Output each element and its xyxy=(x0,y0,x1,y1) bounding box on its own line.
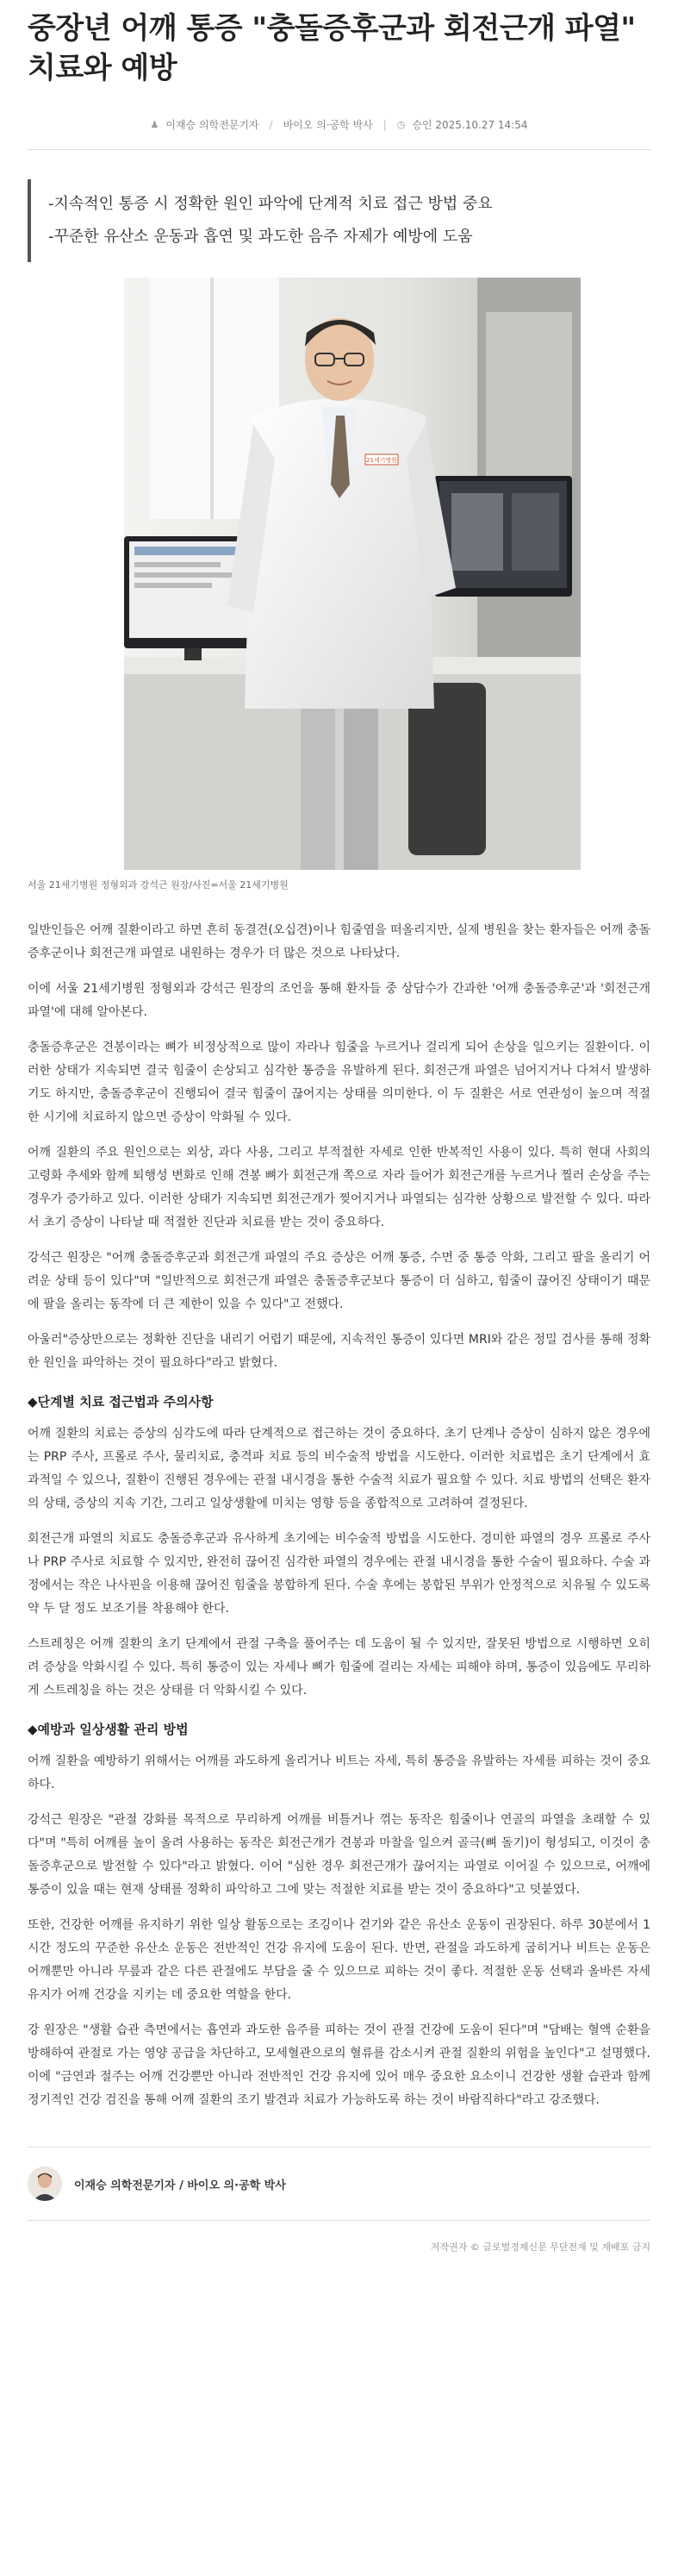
body-paragraph: 어깨 질환의 치료는 증상의 심각도에 따라 단계적으로 접근하는 것이 중요하다. 초기 단계나 증상이 심하지 않은 경우에는 PRP 주사, 프롤로 주사, 물리치료, 충격파 치료 등의 비수술적 방법을 시도한다. 이러한 치료법은 초기 단계에서 효과적일 수 있으나, 질환이 진행된 경우에는 관절 내시경을 통한 수술적 치료가 필요할 수 있다. 치료 방법의 선택은 환자의 상태, 증상의 지속 기간, 그리고 일상생활에 미치는 영향 등을 종합적으로 고려하여 결정된다. xyxy=(28,1427,650,1510)
summary-line: -지속적인 통증 시 정확한 원인 파악에 단계적 치료 접근 방법 중요 xyxy=(48,195,493,213)
byline-divider: | xyxy=(383,118,387,131)
byline-approved: 승인 2025.10.27 14:54 xyxy=(412,119,528,131)
body-paragraph: 또한, 건강한 어깨를 유지하기 위한 일상 활동으로는 조깅이나 걷기와 같은 유산소 운동이 권장된다. 하루 30분에서 1시간 정도의 꾸준한 유산소 운동은 전반적인 건강 유지에 도움이 된다. 반면, 관절을 과도하게 굽히거나 비트는 운동은 어깨뿐만 아니라 무릎과 같은 다른 관절에도 부담을 줄 수 있으므로 피하는 것이 좋다. 적절한 운동 선택과 올바른 자세 유지가 어깨 건강을 지키는 데 중요한 역할을 한다. xyxy=(28,1918,650,2002)
photo-badge: 21세기병원 xyxy=(366,457,397,464)
section-heading: ◆단계별 치료 접근법과 주의사항 xyxy=(28,1394,214,1410)
body-paragraph: 강석근 원장은 "어깨 충돌증후군과 회전근개 파열의 주요 증상은 어깨 통증, 수면 중 통증 악화, 그리고 팔을 올리기 어려운 상태 등이 있다"며 "일반적으로 회전근개 파열은 충돌증후군보다 통증이 더 심하고, 힘줄이 끊어진 상태이기 때문에 팔을 올리는 동작에 더 큰 제한이 있을 수 있다"고 전했다. xyxy=(28,1251,650,1311)
byline xyxy=(0,117,678,132)
article-body xyxy=(28,919,650,2112)
summary-line: -꾸준한 유산소 운동과 흡연 및 과도한 음주 자제가 예방에 도움 xyxy=(48,228,473,246)
author-avatar xyxy=(28,2166,62,2201)
person-icon: ♟ xyxy=(150,119,159,130)
body-paragraph: 어깨 질환의 주요 원인으로는 외상, 과다 사용, 그리고 부적절한 자세로 인한 반복적인 사용이 있다. 특히 현대 사회의 고령화 추세와 함께 퇴행성 변화로 인해 견봉 뼈가 회전근개 쪽으로 자라 들어가 회전근개를 누르거나 찔러 손상을 주는 경우가 증가하고 있다. 이러한 상태가 지속되면 회전근개가 찢어지거나 파열되는 심각한 상황으로 발전할 수 있다. 따라서 초기 증상이 나타날 때 적절한 진단과 치료를 받는 것이 중요하다. xyxy=(28,1146,650,1229)
body-paragraph: 어깨 질환을 예방하기 위해서는 어깨를 과도하게 올리거나 비트는 자세, 특히 통증을 유발하는 자세를 피하는 것이 중요하다. xyxy=(28,1754,650,1791)
body-paragraph: 회전근개 파열의 치료도 충돌증후군과 유사하게 초기에는 비수술적 방법을 시도한다. 경미한 파열의 경우 프롤로 주사나 PRP 주사로 치료할 수 있지만, 완전히 끊어진 심각한 파열의 경우에는 관절 내시경을 통한 수술이 필요하다. 수술 과정에서는 작은 나사핀을 이용해 끊어진 힘줄을 봉합하게 된다. 수술 후에는 봉합된 부위가 안정적으로 치유될 수 있도록 약 두 달 정도 보조기를 착용해야 한다. xyxy=(28,1532,650,1616)
article-photo-figure xyxy=(28,278,650,891)
body-paragraph: 충돌증후군은 견봉이라는 뼈가 비정상적으로 많이 자라나 힘줄을 누르거나 걸리게 되어 손상을 일으키는 질환이다. 이러한 상태가 지속되면 결국 힘줄이 손상되고 심각한 통증을 유발하게 된다. 회전근개 파열은 넘어지거나 다쳐서 발생하기도 하지만, 충돌증후군이 진행되어 결국 힘줄이 끊어지는 상태를 의미한다. 이 두 질환은 서로 연관성이 높으며 적절한 시기에 치료하지 않으면 증상이 악화될 수 있다. xyxy=(28,1041,650,1124)
copyright: 저작권자 © 글로벌경제신문 무단전재 및 재배포 금지 xyxy=(430,2241,650,2253)
section-heading: ◆예방과 일상생활 관리 방법 xyxy=(28,1722,189,1737)
byline-separator: / xyxy=(269,118,273,131)
body-paragraph: 아울러"증상만으로는 정확한 진단을 내리기 어렵기 때문에, 지속적인 통증이 있다면 MRI와 같은 정밀 검사를 통해 정확한 원인을 파악하는 것이 필요하다"라고 밝혔다. xyxy=(28,1333,650,1370)
body-paragraph: 강 원장은 "생활 습관 측면에서는 흡연과 과도한 음주를 피하는 것이 관절 건강에 도움이 된다"며 "담배는 혈액 순환을 방해하여 관절로 가는 영양 공급을 차단하고, 모세혈관으로의 혈류를 감소시켜 관절 질환의 위험을 높인다"고 설명했다. 이에 "금연과 절주는 어깨 건강뿐만 아니라 전반적인 건강 유지에 있어 매우 중요한 요소이니 건강한 생활 습관과 함께 정기적인 건강 검진을 통해 어깨 질환의 조기 발견과 치료가 가능하도록 하는 것이 바람직하다"라고 강조했다. xyxy=(28,2023,650,2107)
body-paragraph: 스트레칭은 어깨 질환의 초기 단계에서 관절 구축을 풀어주는 데 도움이 될 수 있지만, 잘못된 방법으로 시행하면 오히려 증상을 악화시킬 수 있다. 특히 통증이 있는 자세나 뼈가 힘줄에 걸리는 자세는 피해야 하며, 통증이 있음에도 무리하게 스트레칭을 하는 것은 상태를 더 악화시킬 수 있다. xyxy=(28,1637,650,1698)
article-summary xyxy=(28,179,650,262)
article-title: 중장년 어깨 통증 "충돌증후군과 회전근개 파열" 치료와 예방 xyxy=(28,11,636,85)
article-photo[interactable] xyxy=(124,278,581,870)
body-paragraph: 강석근 원장은 "관절 강화를 목적으로 무리하게 어깨를 비틀거나 꺾는 동작은 힘줄이나 연골의 파열을 초래할 수 있다"며 "특히 어깨를 높이 올려 사용하는 동작은 회전근개가 견봉과 마찰을 일으켜 골극(뼈 돌기)이 형성되고, 이것이 충돌증후군으로 발전할 수 있다"라고 밝혔다. 이어 "심한 경우 회전근개가 끊어지는 파열로 이어질 수 있으므로, 어깨에 통증이 있을 때는 현재 상태를 정확히 파악하고 그에 맞는 적절한 치료를 받는 것이 중요하다"고 덧붙였다. xyxy=(28,1813,650,1897)
byline-author[interactable]: 이재승 의학전문기자 xyxy=(165,119,259,131)
clock-icon: ◷ xyxy=(396,119,406,130)
author-box[interactable] xyxy=(28,2147,650,2221)
header-divider xyxy=(28,149,650,150)
byline-section: 바이오 의·공학 박사 xyxy=(283,119,373,131)
body-paragraph: 이에 서울 21세기병원 정형외과 강석근 원장의 조언을 통해 환자들 중 상담수가 간과한 '어깨 충돌증후군'과 '회전근개 파열'에 대해 알아본다. xyxy=(28,982,650,1019)
body-paragraph: 일반인들은 어깨 질환이라고 하면 흔히 동결견(오십견)이나 힘줄염을 떠올리지만, 실제 병원을 찾는 환자들은 어깨 충돌증후군이나 회전근개 파열로 내원하는 경우가 더 많은 것으로 나타났다. xyxy=(28,923,650,960)
photo-caption: 서울 21세기병원 정형외과 강석근 원장/사진=서울 21세기병원 xyxy=(28,879,289,891)
author-name[interactable]: 이재승 의학전문기자 / 바이오 의·공학 박사 xyxy=(74,2179,286,2192)
